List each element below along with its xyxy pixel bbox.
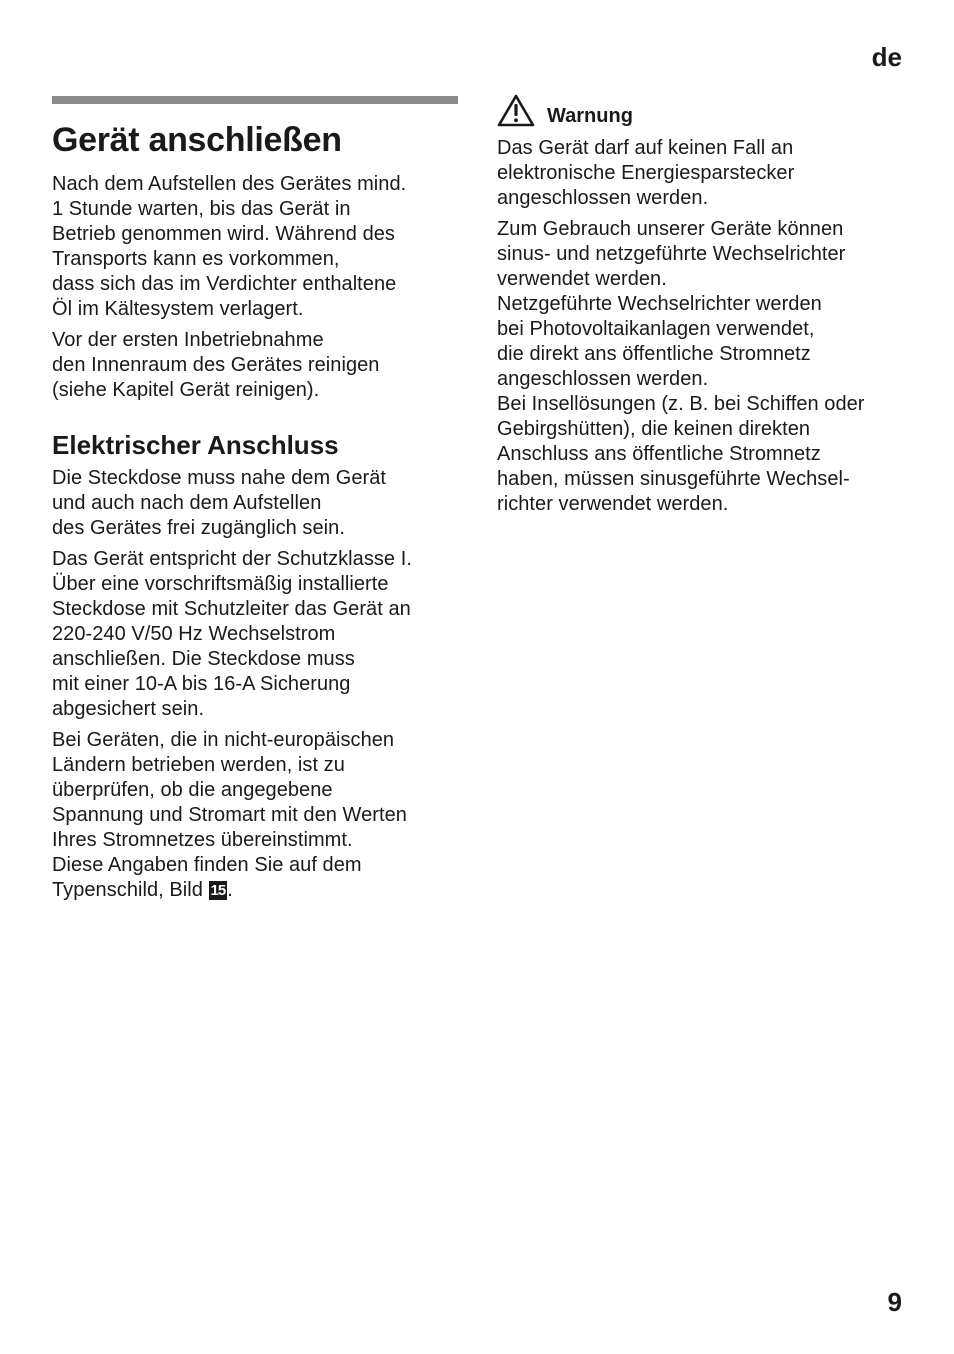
warning-paragraph-1: Das Gerät darf auf keinen Fall an elektronische Energiesparstecker angeschlossen werden. [497, 137, 795, 209]
section-heading: Elektrischer Anschluss [52, 430, 339, 460]
warning-label: Warnung [547, 105, 633, 127]
section-paragraph-1: Die Steckdose muss nahe dem Gerät und auch nach dem Aufstellen des Gerätes frei zugänglich sein. [52, 467, 387, 539]
warning-triangle-icon [497, 94, 535, 128]
section-paragraph-2: Das Gerät entspricht der Schutzklasse I. Über eine vorschriftsmäßig installierte Steckdose mit Schutzleiter das Gerät an 220-240 V/50 Hz Wechselstrom anschließen. Die Steckdose muss mit einer 10-A bis 16-A Sicherung abgesichert sein. [52, 548, 412, 720]
page-title: Gerät anschließen [52, 121, 342, 159]
left-column [52, 96, 458, 909]
warning-paragraph-2: Zum Gebrauch unserer Geräte können sinus- und netzgeführte Wechselrichter verwendet werden. [497, 218, 846, 290]
section-paragraph-3-text: Bei Geräten, die in nicht-europäischen Ländern betrieben werden, ist zu überprüfen, ob die angegebene Spannung und Stromart mit den Werten Ihres Stromnetzes übereinstimmt. Diese Angaben finden Sie auf dem Typenschild, Bild [52, 729, 407, 901]
heading-rule [52, 96, 458, 104]
intro-paragraph-2: Vor der ersten Inbetriebnahme den Innenraum des Gerätes reinigen (siehe Kapitel Gerät reinigen). [52, 329, 380, 401]
section-paragraph-3 [52, 728, 458, 903]
warning-paragraph-3: Netzgeführte Wechselrichter werden bei Photovoltaikanlagen verwendet, die direkt ans öffentliche Stromnetz angeschlossen werden. [497, 293, 822, 390]
intro-paragraph-1: Nach dem Aufstellen des Gerätes mind. 1 Stunde warten, bis das Gerät in Betrieb genommen wird. Während des Transports kann es vorkommen, dass sich das im Verdichter enthaltene Öl im Kältesystem verlagert. [52, 173, 407, 320]
figure-reference: 15 [210, 882, 226, 899]
warning-header [497, 88, 917, 128]
language-label: de [871, 42, 902, 72]
right-column [497, 88, 917, 523]
page-number: 9 [887, 1287, 902, 1317]
warning-paragraph-4: Bei Insellösungen (z. B. bei Schiffen oder Gebirgshütten), die keinen direkten Anschluss ans öffentliche Stromnetz haben, müssen sinusgeführte Wechsel- richter verwendet werden. [497, 393, 865, 515]
section-paragraph-3-end: . [227, 879, 233, 901]
